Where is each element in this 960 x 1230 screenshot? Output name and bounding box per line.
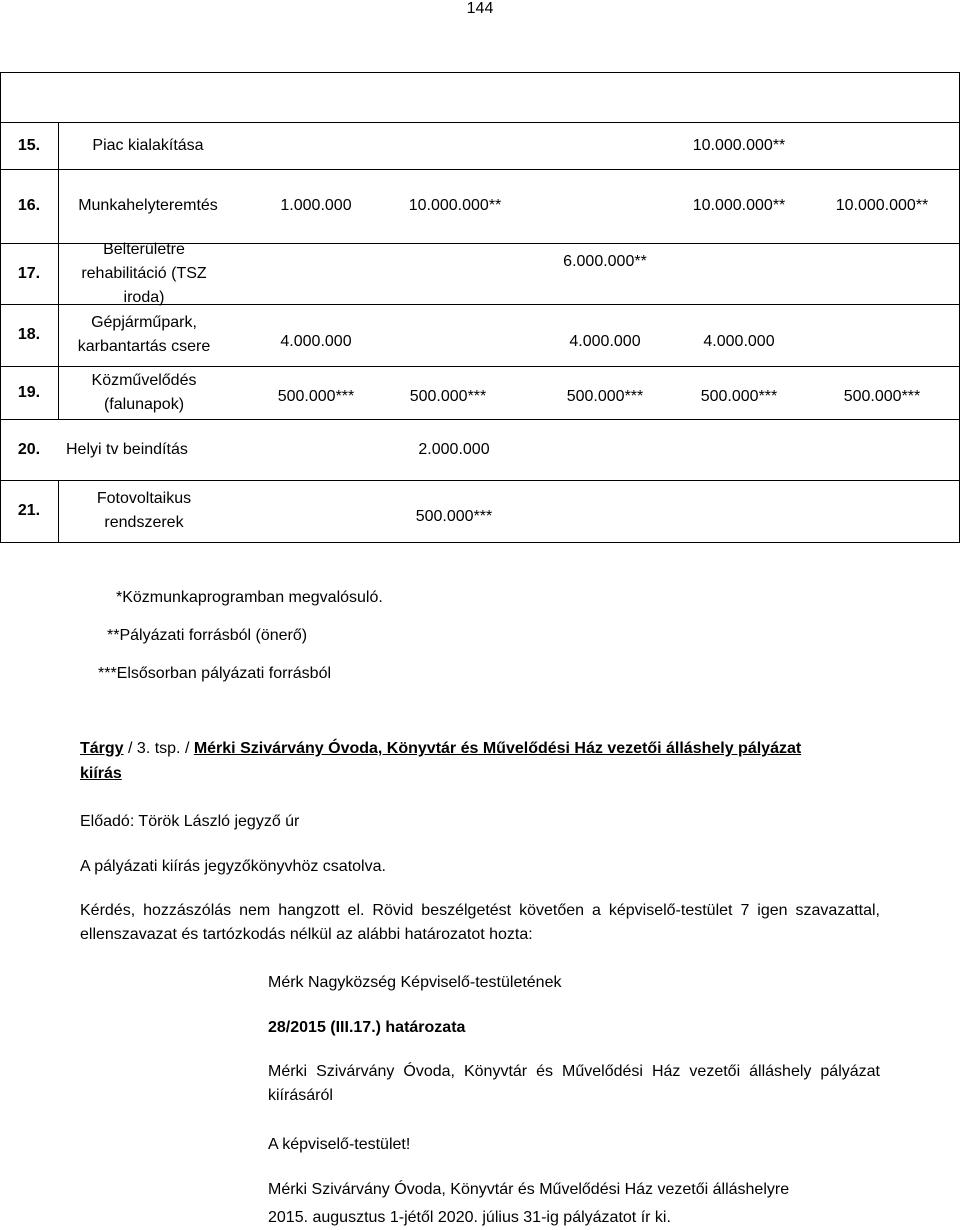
row-number: 20. bbox=[17, 440, 41, 458]
table-row bbox=[0, 122, 960, 169]
table-cell: 10.000.000** bbox=[692, 197, 786, 214]
resolution-body: Mérk Nagyközség Képviselő-testületének bbox=[268, 974, 562, 991]
table-cell: 10.000.000** bbox=[835, 197, 929, 214]
subject-label: Tárgy bbox=[80, 740, 124, 757]
footnote-2: **Pályázati forrásból (önerő) bbox=[107, 627, 308, 644]
discussion-paragraph: Kérdés, hozzászólás nem hangzott el. Rövid beszélgetést követően a képviselő-testület 7 igen szavazattal, ellenszavazat és tartózkodás nélkül az alábbi határozatot hozta: bbox=[80, 902, 880, 943]
subject-line bbox=[80, 737, 880, 761]
table-cell: 500.000*** bbox=[415, 508, 493, 525]
table-cell: 2.000.000 bbox=[418, 440, 490, 458]
resolution-title: Mérki Szivárvány Óvoda, Könyvtár és Művelődési Ház vezetői álláshely pályázat kiírásáról bbox=[268, 1063, 880, 1104]
resolution-decision-line1: Mérki Szivárvány Óvoda, Könyvtár és Művelődési Ház vezetői álláshelyre bbox=[268, 1181, 790, 1198]
row-number: 16. bbox=[17, 197, 41, 214]
table-row bbox=[0, 240, 960, 306]
footnote-3: ***Elsősorban pályázati forrásból bbox=[98, 665, 332, 682]
table-row bbox=[0, 419, 960, 480]
table-cell: 10.000.000** bbox=[692, 136, 786, 154]
table-cell: 500.000*** bbox=[409, 387, 487, 405]
subject-title: Mérki Szivárvány Óvoda, Könyvtár és Művelődési Ház vezetői álláshely pályázat bbox=[193, 740, 802, 757]
table-row bbox=[0, 480, 960, 542]
resolution-addressee: A képviselő-testület! bbox=[268, 1136, 411, 1153]
table-cell: 4.000.000 bbox=[280, 333, 352, 350]
page-number: 144 bbox=[466, 0, 494, 17]
attachment-note: A pályázati kiírás jegyzőkönyvhöz csatolva. bbox=[80, 858, 386, 875]
resolution-number: 28/2015 (III.17.) határozata bbox=[268, 1019, 466, 1036]
row-label: Munkahelyteremtés bbox=[78, 197, 218, 214]
table-cell: 500.000*** bbox=[700, 387, 778, 405]
footnote-1: *Közmunkaprogramban megvalósuló. bbox=[116, 589, 383, 606]
row-number: 19. bbox=[17, 383, 41, 401]
table-row bbox=[0, 304, 960, 366]
budget-table bbox=[0, 72, 960, 542]
resolution-decision-line2: 2015. augusztus 1-jétől 2020. július 31-ig pályázatot ír ki. bbox=[268, 1209, 671, 1226]
row-label: Gépjárműpark, karbantartás csere bbox=[77, 314, 211, 355]
table-cell: 500.000*** bbox=[843, 387, 921, 405]
table-cell: 4.000.000 bbox=[703, 333, 775, 350]
table-cell: 500.000*** bbox=[277, 387, 355, 405]
row-label: Belterületre rehabilitáció (TSZ iroda) bbox=[81, 240, 207, 306]
row-label: Közművelődés (falunapok) bbox=[91, 371, 197, 413]
subject-title-cont: kiírás bbox=[80, 765, 122, 782]
table-row bbox=[0, 366, 960, 419]
row-number: 21. bbox=[17, 502, 41, 519]
table-cell: 500.000*** bbox=[566, 387, 644, 405]
row-number: 15. bbox=[17, 136, 41, 154]
subject-number: / 3. tsp. / bbox=[123, 740, 194, 757]
row-label: Piac kialakítása bbox=[92, 136, 204, 154]
row-label: Helyi tv beindítás bbox=[66, 440, 188, 458]
row-number: 17. bbox=[17, 264, 41, 282]
table-cell: 6.000.000** bbox=[563, 252, 647, 270]
table-cell: 4.000.000 bbox=[569, 333, 641, 350]
row-number: 18. bbox=[17, 326, 41, 343]
row-label: Fotovoltaikus rendszerek bbox=[96, 490, 192, 531]
presenter: Előadó: Török László jegyző úr bbox=[80, 813, 300, 830]
table-row bbox=[0, 169, 960, 243]
table-cell: 1.000.000 bbox=[280, 197, 352, 214]
table-cell: 10.000.000** bbox=[408, 197, 502, 214]
